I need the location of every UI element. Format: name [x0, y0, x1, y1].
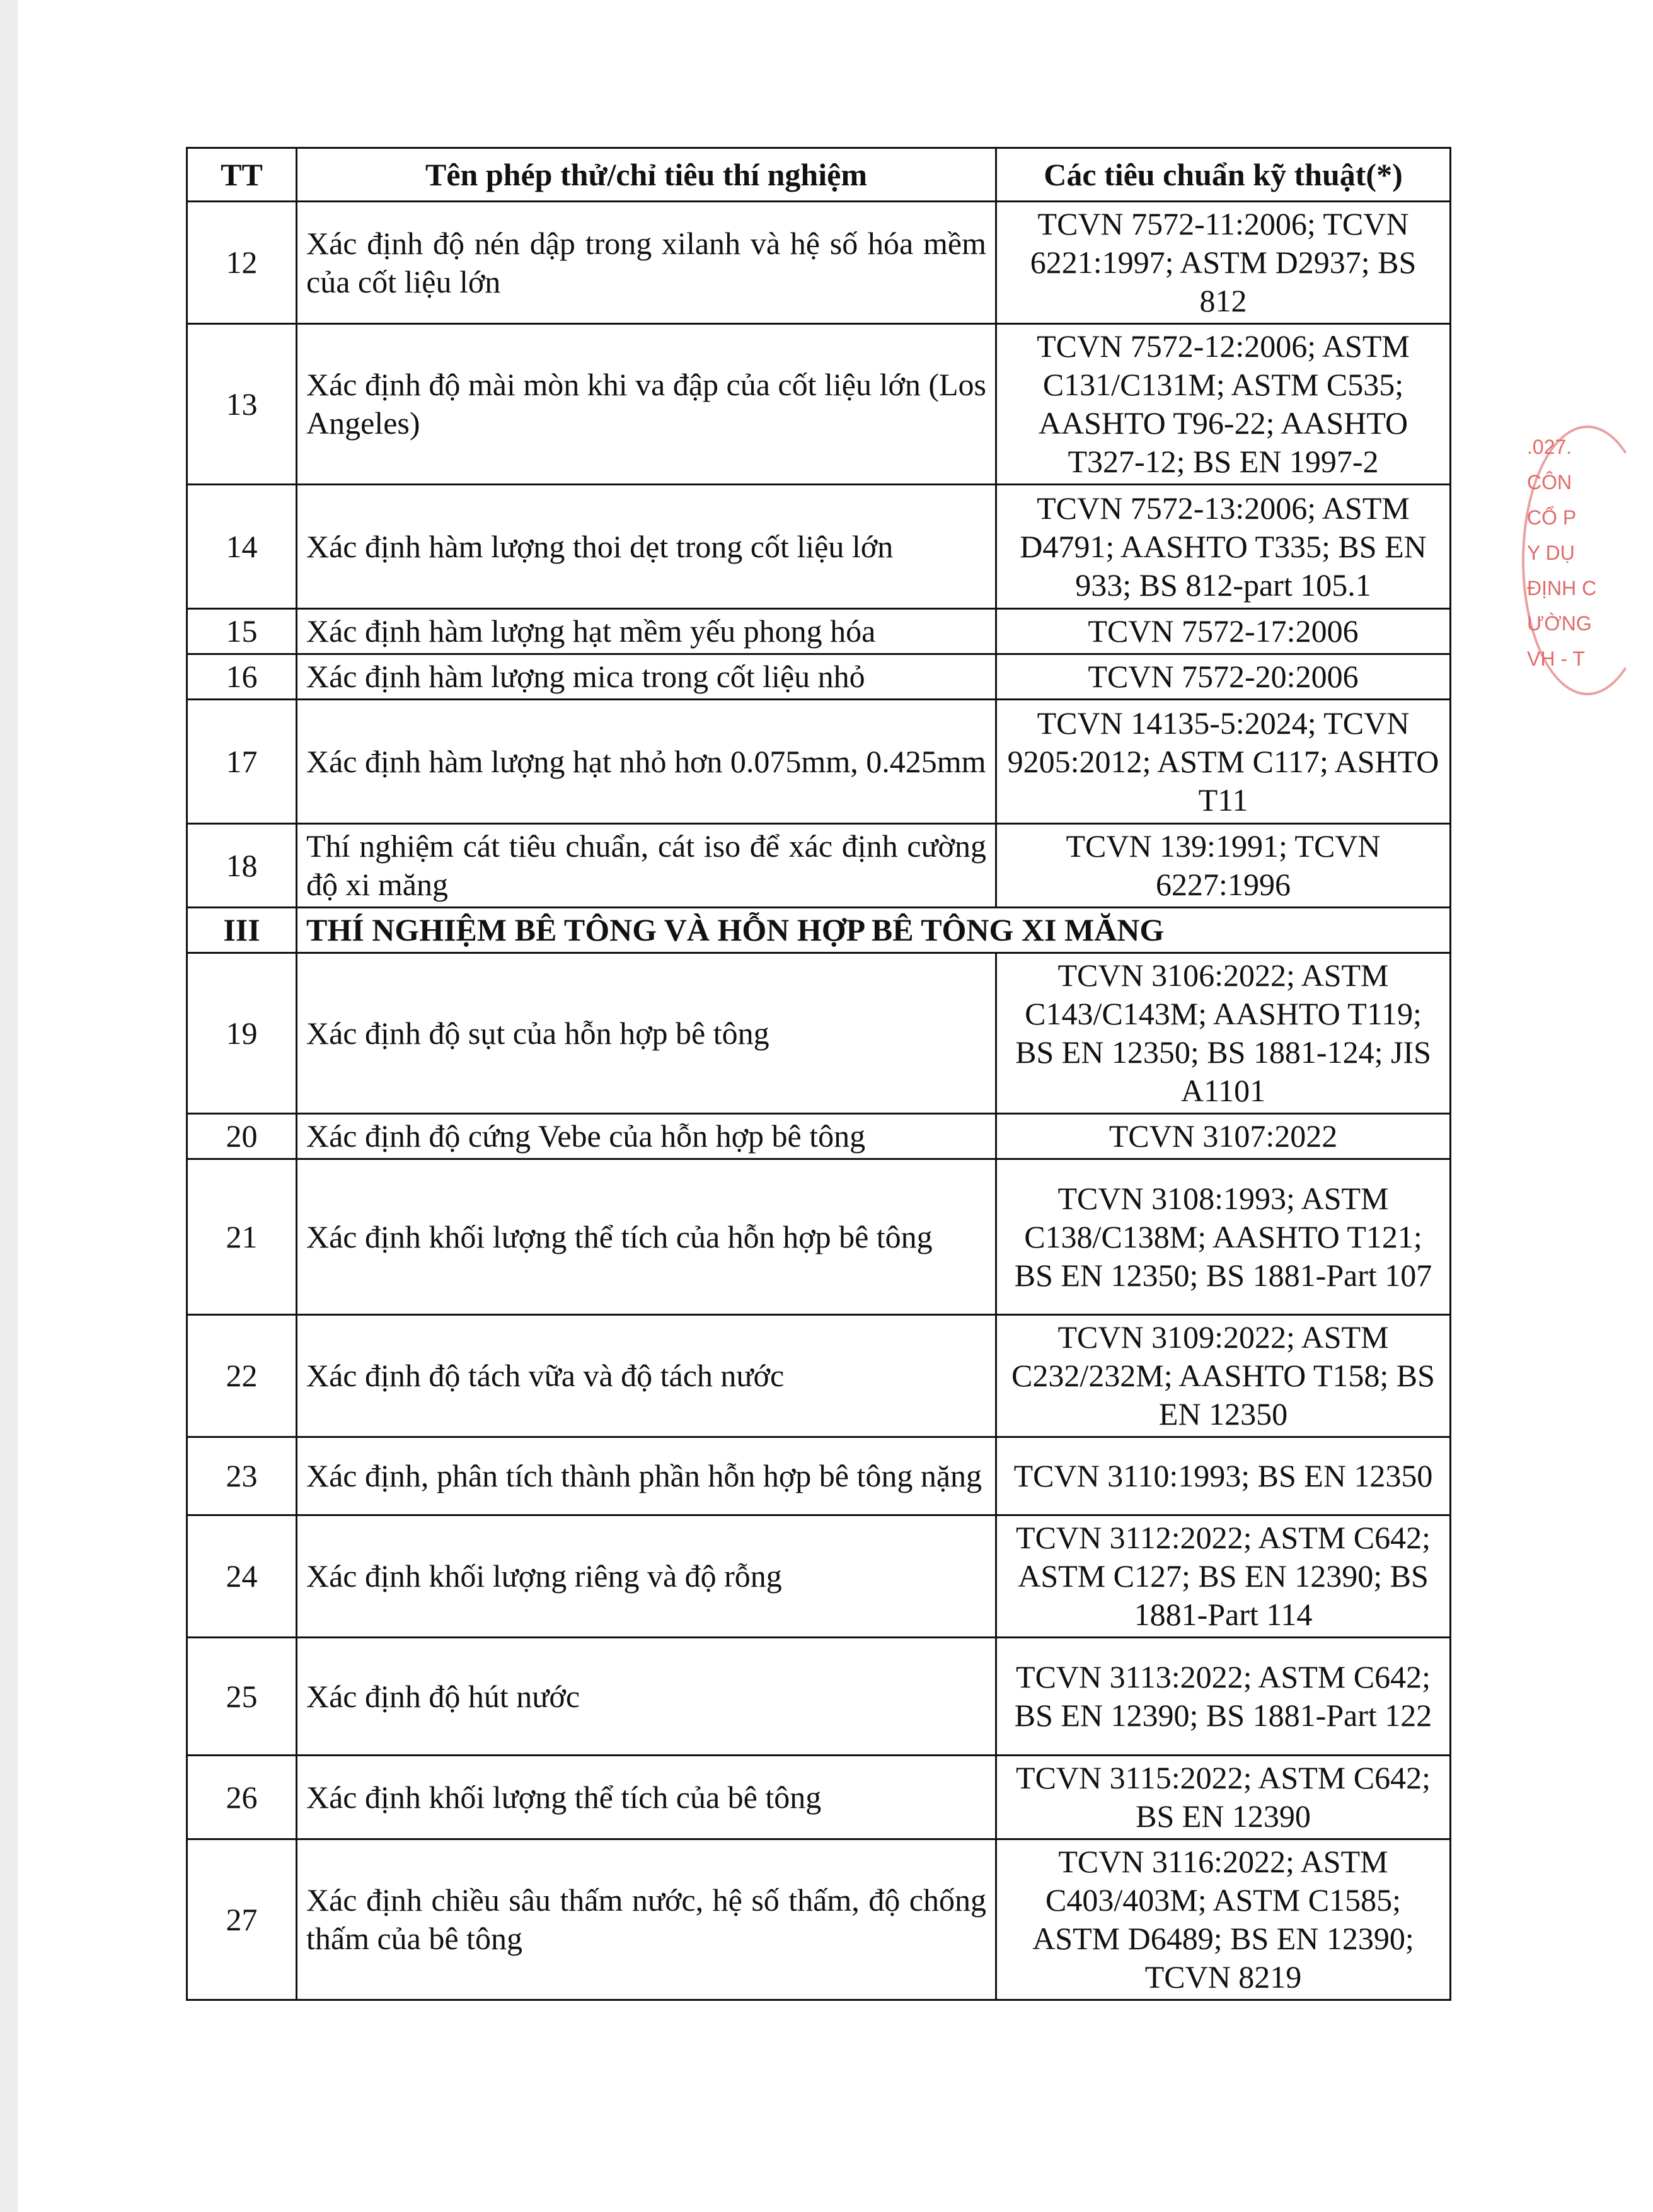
stamp-text: ƯỜNG [1527, 612, 1592, 635]
technical-standards: TCVN 3116:2022; ASTM C403/403M; ASTM C1585; ASTM D6489; BS EN 12390; TCVN 8219 [996, 1839, 1451, 2000]
stamp-text: VH - T [1527, 647, 1585, 670]
technical-standards: TCVN 3113:2022; ASTM C642; BS EN 12390; BS 1881-Part 122 [996, 1638, 1451, 1756]
table-row [187, 953, 1451, 1114]
table-row [187, 1638, 1451, 1756]
test-name: Xác định hàm lượng hạt nhỏ hơn 0.075mm, 0.425mm [297, 700, 996, 824]
section-title: THÍ NGHIỆM BÊ TÔNG VÀ HỖN HỢP BÊ TÔNG XI MĂNG [297, 908, 1451, 953]
header-standards: Các tiêu chuẩn kỹ thuật(*) [996, 148, 1451, 202]
test-name: Xác định hàm lượng thoi dẹt trong cốt liệu lớn [297, 485, 996, 609]
technical-standards: TCVN 3107:2022 [996, 1114, 1451, 1159]
stamp-text: .027. [1527, 436, 1572, 458]
row-number: 16 [187, 654, 297, 700]
test-name: Thí nghiệm cát tiêu chuẩn, cát iso để xác định cường độ xi măng [297, 824, 996, 908]
stamp-text: CỔ P [1527, 506, 1577, 529]
table-row [187, 485, 1451, 609]
technical-standards: TCVN 7572-12:2006; ASTM C131/C131M; ASTM C535; AASHTO T96-22; AASHTO T327-12; BS EN 1997-2 [996, 324, 1451, 485]
technical-standards: TCVN 3115:2022; ASTM C642; BS EN 12390 [996, 1756, 1451, 1839]
table-row [187, 1315, 1451, 1437]
test-name: Xác định hàm lượng hạt mềm yếu phong hóa [297, 609, 996, 654]
stamp-text: CÔN [1527, 471, 1572, 494]
table-row [187, 1515, 1451, 1638]
table-row [187, 609, 1451, 654]
test-name: Xác định độ tách vữa và độ tách nước [297, 1315, 996, 1437]
table-row [187, 1437, 1451, 1515]
row-number: 15 [187, 609, 297, 654]
test-name: Xác định độ sụt của hỗn hợp bê tông [297, 953, 996, 1114]
row-number: 23 [187, 1437, 297, 1515]
header-test-name: Tên phép thử/chỉ tiêu thí nghiệm [297, 148, 996, 202]
scan-edge [0, 0, 18, 2212]
technical-standards: TCVN 7572-13:2006; ASTM D4791; AASHTO T335; BS EN 933; BS 812-part 105.1 [996, 485, 1451, 609]
technical-standards: TCVN 7572-11:2006; TCVN 6221:1997; ASTM D2937; BS 812 [996, 202, 1451, 324]
test-name: Xác định khối lượng thể tích của hỗn hợp bê tông [297, 1159, 996, 1315]
red-seal-stamp [1509, 432, 1597, 697]
table-row [187, 1114, 1451, 1159]
technical-standards: TCVN 139:1991; TCVN 6227:1996 [996, 824, 1451, 908]
row-number: 12 [187, 202, 297, 324]
table-row [187, 324, 1451, 485]
technical-standards: TCVN 3108:1993; ASTM C138/C138M; AASHTO T121; BS EN 12350; BS 1881-Part 107 [996, 1159, 1451, 1315]
test-name: Xác định khối lượng thể tích của bê tông [297, 1756, 996, 1839]
technical-standards: TCVN 3106:2022; ASTM C143/C143M; AASHTO T119; BS EN 12350; BS 1881-124; JIS A1101 [996, 953, 1451, 1114]
table-row [187, 1756, 1451, 1839]
table-row [187, 202, 1451, 324]
row-number: 18 [187, 824, 297, 908]
test-name: Xác định hàm lượng mica trong cốt liệu nhỏ [297, 654, 996, 700]
test-name: Xác định độ mài mòn khi va đập của cốt liệu lớn (Los Angeles) [297, 324, 996, 485]
row-number: 17 [187, 700, 297, 824]
row-number: 27 [187, 1839, 297, 2000]
test-name: Xác định độ cứng Vebe của hỗn hợp bê tông [297, 1114, 996, 1159]
technical-standards: TCVN 7572-20:2006 [996, 654, 1451, 700]
row-number: 25 [187, 1638, 297, 1756]
row-number: 26 [187, 1756, 297, 1839]
header-tt: TT [187, 148, 297, 202]
table-header-row [187, 148, 1451, 202]
technical-standards: TCVN 3109:2022; ASTM C232/232M; AASHTO T158; BS EN 12350 [996, 1315, 1451, 1437]
section-row [187, 908, 1451, 953]
stamp-text: Y DỤ [1527, 541, 1575, 564]
row-number: 22 [187, 1315, 297, 1437]
table-row [187, 1839, 1451, 2000]
technical-standards: TCVN 7572-17:2006 [996, 609, 1451, 654]
row-number: 21 [187, 1159, 297, 1315]
test-name: Xác định khối lượng riêng và độ rỗng [297, 1515, 996, 1638]
row-number: 20 [187, 1114, 297, 1159]
technical-standards: TCVN 14135-5:2024; TCVN 9205:2012; ASTM C117; ASHTO T11 [996, 700, 1451, 824]
table-row [187, 654, 1451, 700]
row-number: 24 [187, 1515, 297, 1638]
technical-standards: TCVN 3110:1993; BS EN 12350 [996, 1437, 1451, 1515]
standards-table [186, 147, 1451, 2001]
row-number: 19 [187, 953, 297, 1114]
test-name: Xác định độ hút nước [297, 1638, 996, 1756]
row-number: III [187, 908, 297, 953]
table-row [187, 1159, 1451, 1315]
table-row [187, 700, 1451, 824]
stamp-text: ĐỊNH C [1527, 577, 1597, 599]
row-number: 14 [187, 485, 297, 609]
test-name: Xác định, phân tích thành phần hỗn hợp bê tông nặng [297, 1437, 996, 1515]
technical-standards: TCVN 3112:2022; ASTM C642; ASTM C127; BS EN 12390; BS 1881-Part 114 [996, 1515, 1451, 1638]
test-name: Xác định chiều sâu thấm nước, hệ số thấm, độ chống thấm của bê tông [297, 1839, 996, 2000]
row-number: 13 [187, 324, 297, 485]
table-row [187, 824, 1451, 908]
test-name: Xác định độ nén dập trong xilanh và hệ số hóa mềm của cốt liệu lớn [297, 202, 996, 324]
